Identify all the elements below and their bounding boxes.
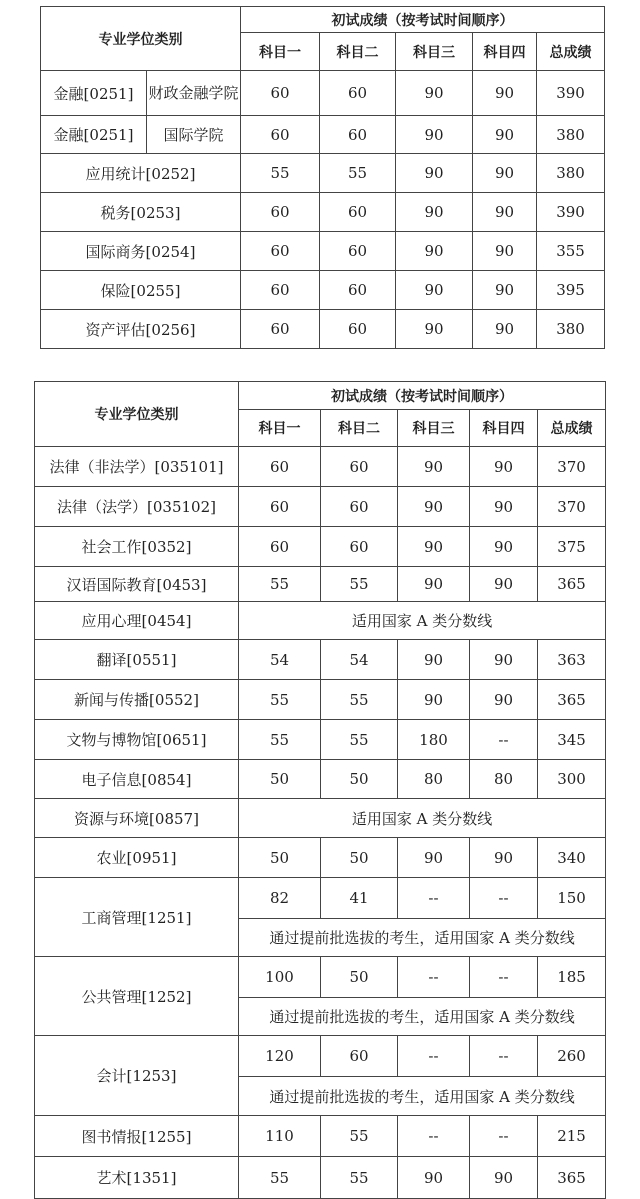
score-cell: 90 [470,838,538,878]
table-row [35,1036,606,1077]
score-cell: 90 [398,487,470,527]
table-row [35,567,606,602]
header-subject-4: 科目四 [473,33,537,71]
score-cell: 90 [396,232,473,271]
header-category: 专业学位类别 [35,382,239,447]
total-cell: 375 [538,527,606,567]
score-cell: 60 [241,310,320,349]
score-cell: 90 [470,447,538,487]
score-cell: 90 [396,154,473,193]
score-cell: 60 [321,447,398,487]
score-cell: 110 [239,1116,321,1157]
score-cell: 90 [398,1157,470,1199]
total-cell: 150 [538,878,606,919]
category-name: 翻译[0551] [35,640,239,680]
score-cell: 60 [239,487,321,527]
score-cell: 55 [321,567,398,602]
table-row [35,799,606,838]
category-name: 新闻与传播[0552] [35,680,239,720]
table-row [35,957,606,998]
total-cell: 300 [538,760,606,799]
score-cell: 90 [398,680,470,720]
score-cell: 55 [241,154,320,193]
table-row [35,680,606,720]
score-cell: 55 [239,680,321,720]
score-cell: 60 [241,232,320,271]
category-name: 法律（法学）[035102] [35,487,239,527]
score-cell: 55 [239,720,321,760]
total-cell: 370 [538,487,606,527]
score-cell: 54 [321,640,398,680]
score-cell: 90 [398,527,470,567]
category-name: 汉语国际教育[0453] [35,567,239,602]
score-cell: 60 [241,193,320,232]
score-cell: 50 [321,760,398,799]
score-cell: 90 [398,838,470,878]
category-sub: 国际学院 [147,116,241,154]
score-cell: 60 [241,271,320,310]
total-cell: 380 [537,310,605,349]
score-cell: -- [398,1036,470,1077]
score-cell: 90 [398,567,470,602]
score-cell: 60 [320,232,396,271]
total-cell: 370 [538,447,606,487]
category-name: 应用心理[0454] [35,602,239,640]
category-name: 国际商务[0254] [41,232,241,271]
category-name: 艺术[1351] [35,1157,239,1199]
total-cell: 365 [538,567,606,602]
table-row [41,154,605,193]
score-cell: 90 [470,527,538,567]
total-cell: 395 [537,271,605,310]
category-name: 金融[0251] [41,116,147,154]
score-cell: 100 [239,957,321,998]
score-cell: 90 [396,310,473,349]
score-cell: 55 [321,1116,398,1157]
category-name: 资源与环境[0857] [35,799,239,838]
category-name: 电子信息[0854] [35,760,239,799]
total-cell: 380 [537,116,605,154]
score-cell: 50 [321,957,398,998]
table-row [35,527,606,567]
score-cell: 90 [470,1157,538,1199]
score-cell: -- [470,1116,538,1157]
table-row [35,447,606,487]
note-cell: 适用国家 A 类分数线 [239,799,606,838]
score-cell: -- [398,1116,470,1157]
score-cell: 90 [473,193,537,232]
header-total: 总成绩 [538,410,606,447]
total-cell: 355 [537,232,605,271]
category-name: 应用统计[0252] [41,154,241,193]
score-cell: 60 [320,310,396,349]
score-cell: 90 [396,116,473,154]
score-cell: 55 [321,720,398,760]
category-name: 公共管理[1252] [35,957,239,1036]
score-cell: 60 [321,1036,398,1077]
header-subject-3: 科目三 [396,33,473,71]
total-cell: 365 [538,680,606,720]
score-cell: 90 [398,447,470,487]
note-cell: 通过提前批选拔的考生，适用国家 A 类分数线 [239,919,606,957]
table-row [41,271,605,310]
table-row [35,838,606,878]
score-cell: 90 [473,271,537,310]
score-cell: 60 [320,193,396,232]
score-cell: 82 [239,878,321,919]
score-cell: 90 [473,232,537,271]
total-cell: 260 [538,1036,606,1077]
score-cell: -- [398,878,470,919]
note-cell: 通过提前批选拔的考生，适用国家 A 类分数线 [239,998,606,1036]
score-table-professional [34,381,606,1199]
header-subject-2: 科目二 [320,33,396,71]
category-name: 农业[0951] [35,838,239,878]
category-name: 法律（非法学）[035101] [35,447,239,487]
table-row [35,487,606,527]
score-cell: 60 [239,447,321,487]
score-table-finance [40,6,605,349]
total-cell: 185 [538,957,606,998]
header-group: 初试成绩（按考试时间顺序） [239,382,606,410]
score-cell: 90 [396,271,473,310]
score-cell: -- [398,957,470,998]
score-cell: 50 [239,838,321,878]
score-cell: 60 [239,527,321,567]
table-row [35,1157,606,1199]
score-cell: 90 [470,640,538,680]
table-row [41,193,605,232]
score-cell: -- [470,720,538,760]
score-cell: 60 [241,116,320,154]
header-subject-1: 科目一 [241,33,320,71]
category-name: 会计[1253] [35,1036,239,1116]
header-subject-4: 科目四 [470,410,538,447]
total-cell: 340 [538,838,606,878]
header-group: 初试成绩（按考试时间顺序） [241,7,605,33]
table-row [35,602,606,640]
score-cell: 60 [320,71,396,116]
category-sub: 财政金融学院 [147,71,241,116]
header-total: 总成绩 [537,33,605,71]
score-cell: 120 [239,1036,321,1077]
score-cell: 50 [239,760,321,799]
score-cell: 60 [321,487,398,527]
note-cell: 通过提前批选拔的考生，适用国家 A 类分数线 [239,1077,606,1116]
table-row [41,71,605,116]
table-row [35,640,606,680]
score-cell: 80 [398,760,470,799]
score-cell: 90 [470,487,538,527]
score-cell: 60 [241,71,320,116]
score-cell: 55 [321,680,398,720]
score-cell: 90 [473,71,537,116]
score-cell: 90 [396,193,473,232]
score-cell: -- [470,1036,538,1077]
table-row [35,720,606,760]
score-cell: 180 [398,720,470,760]
score-cell: 60 [320,271,396,310]
header-category: 专业学位类别 [41,7,241,71]
score-cell: 54 [239,640,321,680]
category-name: 社会工作[0352] [35,527,239,567]
category-name: 税务[0253] [41,193,241,232]
note-cell: 适用国家 A 类分数线 [239,602,606,640]
total-cell: 345 [538,720,606,760]
score-cell: 41 [321,878,398,919]
score-cell: 90 [470,680,538,720]
score-cell: 90 [473,154,537,193]
table-row [41,232,605,271]
score-cell: -- [470,957,538,998]
score-cell: 60 [320,116,396,154]
category-name: 图书情报[1255] [35,1116,239,1157]
score-cell: 90 [396,71,473,116]
table-row [35,878,606,919]
score-cell: 50 [321,838,398,878]
score-cell: 55 [320,154,396,193]
total-cell: 390 [537,71,605,116]
total-cell: 365 [538,1157,606,1199]
score-cell: 80 [470,760,538,799]
score-cell: 55 [239,567,321,602]
total-cell: 390 [537,193,605,232]
score-cell: 55 [321,1157,398,1199]
score-cell: 55 [239,1157,321,1199]
header-subject-2: 科目二 [321,410,398,447]
header-subject-3: 科目三 [398,410,470,447]
total-cell: 363 [538,640,606,680]
score-cell: 90 [470,567,538,602]
table-row [41,310,605,349]
score-cell: 90 [473,310,537,349]
score-cell: 60 [321,527,398,567]
table-row [35,760,606,799]
table-row [35,1116,606,1157]
category-name: 文物与博物馆[0651] [35,720,239,760]
score-cell: 90 [398,640,470,680]
total-cell: 380 [537,154,605,193]
score-cell: 90 [473,116,537,154]
category-name: 工商管理[1251] [35,878,239,957]
category-name: 资产评估[0256] [41,310,241,349]
score-cell: -- [470,878,538,919]
header-subject-1: 科目一 [239,410,321,447]
total-cell: 215 [538,1116,606,1157]
table-row [41,116,605,154]
category-name: 金融[0251] [41,71,147,116]
category-name: 保险[0255] [41,271,241,310]
